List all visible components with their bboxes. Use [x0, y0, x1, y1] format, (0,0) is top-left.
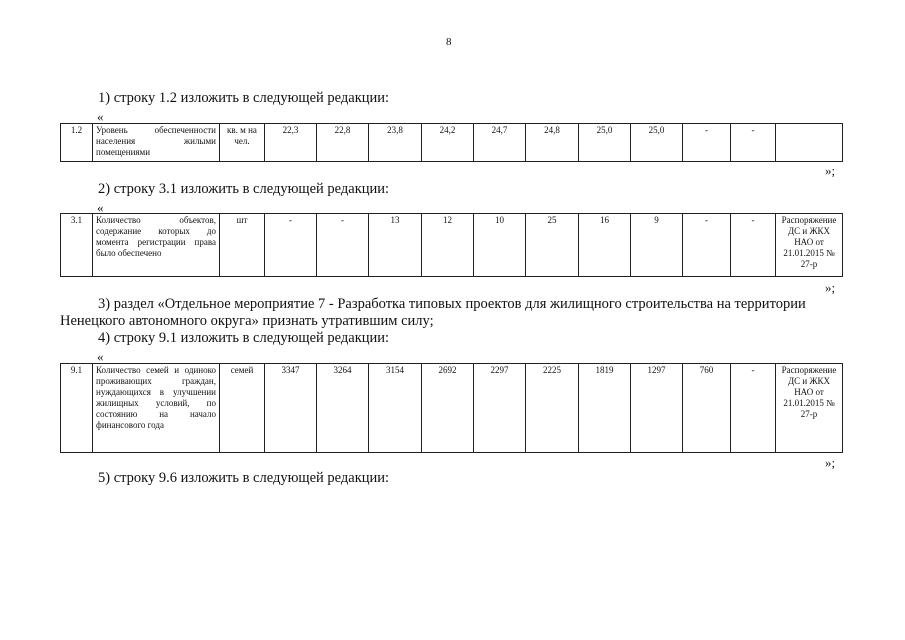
- section-1-heading: 1) строку 1.2 изложить в следующей редакции:: [98, 90, 390, 106]
- value-cell: 22,3: [265, 124, 317, 162]
- source-document: Распоряжение ДС и ЖКХ НАО от 21.01.2015 № 27-р: [776, 214, 843, 277]
- section-2-heading: 2) строку 3.1 изложить в следующей редакции:: [98, 181, 390, 197]
- value-cell: 3154: [369, 364, 422, 453]
- section-4-close-quote: »;: [825, 455, 836, 470]
- section-1-close-quote: »;: [825, 163, 836, 178]
- section-2-close-quote: »;: [825, 280, 836, 295]
- value-cell: -: [265, 214, 317, 277]
- unit: шт: [220, 214, 265, 277]
- unit: семей: [220, 364, 265, 453]
- row-number: 3.1: [61, 214, 93, 277]
- value-cell: 25,0: [631, 124, 683, 162]
- row-number: 1.2: [61, 124, 93, 162]
- section-1-open-quote: «: [97, 109, 104, 124]
- unit: кв. м на чел.: [220, 124, 265, 162]
- value-cell: 1819: [579, 364, 631, 453]
- value-cell: 2692: [422, 364, 474, 453]
- section-4-open-quote: «: [97, 349, 104, 364]
- value-cell: 24,2: [422, 124, 474, 162]
- section-3-paragraph: 3) раздел «Отдельное мероприятие 7 - Разработка типовых проектов для жилищного строительства на территории Ненецкого автономного округа» признать утратившим силу;: [60, 296, 806, 329]
- value-cell: -: [731, 124, 776, 162]
- table-row-1-2: [60, 123, 843, 162]
- indicator-name: Количество объектов, содержание которых до момента регистрации права было обеспечено: [93, 214, 220, 277]
- section-2-open-quote: «: [97, 200, 104, 215]
- table-row: [61, 124, 843, 162]
- value-cell: 24,8: [526, 124, 579, 162]
- table-row-9-1: [60, 363, 843, 453]
- value-cell: -: [731, 214, 776, 277]
- section-5-heading: 5) строку 9.6 изложить в следующей редакции:: [98, 470, 390, 486]
- value-cell: 13: [369, 214, 422, 277]
- source-document: [776, 124, 843, 162]
- value-cell: 25: [526, 214, 579, 277]
- row-number: 9.1: [61, 364, 93, 453]
- value-cell: 2225: [526, 364, 579, 453]
- value-cell: 22,8: [317, 124, 369, 162]
- value-cell: 16: [579, 214, 631, 277]
- value-cell: 24,7: [474, 124, 526, 162]
- value-cell: 23,8: [369, 124, 422, 162]
- value-cell: 3347: [265, 364, 317, 453]
- value-cell: -: [683, 124, 731, 162]
- value-cell: -: [683, 214, 731, 277]
- table-row: [61, 364, 843, 453]
- value-cell: 3264: [317, 364, 369, 453]
- value-cell: 760: [683, 364, 731, 453]
- table-row: [61, 214, 843, 277]
- value-cell: 25,0: [579, 124, 631, 162]
- value-cell: -: [731, 364, 776, 453]
- table-row-3-1: [60, 213, 843, 277]
- value-cell: 1297: [631, 364, 683, 453]
- value-cell: 2297: [474, 364, 526, 453]
- value-cell: -: [317, 214, 369, 277]
- value-cell: 12: [422, 214, 474, 277]
- section-4-heading: 4) строку 9.1 изложить в следующей редакции:: [98, 330, 390, 346]
- value-cell: 10: [474, 214, 526, 277]
- page-number: 8: [446, 36, 452, 48]
- indicator-name: Уровень обеспеченности населения жилыми помещениями: [93, 124, 220, 162]
- value-cell: 9: [631, 214, 683, 277]
- source-document: Распоряжение ДС и ЖКХ НАО от 21.01.2015 № 27-р: [776, 364, 843, 453]
- indicator-name: Количество семей и одиноко проживающих граждан, нуждающихся в улучшении жилищных условий, по состоянию на начало финансового года: [93, 364, 220, 453]
